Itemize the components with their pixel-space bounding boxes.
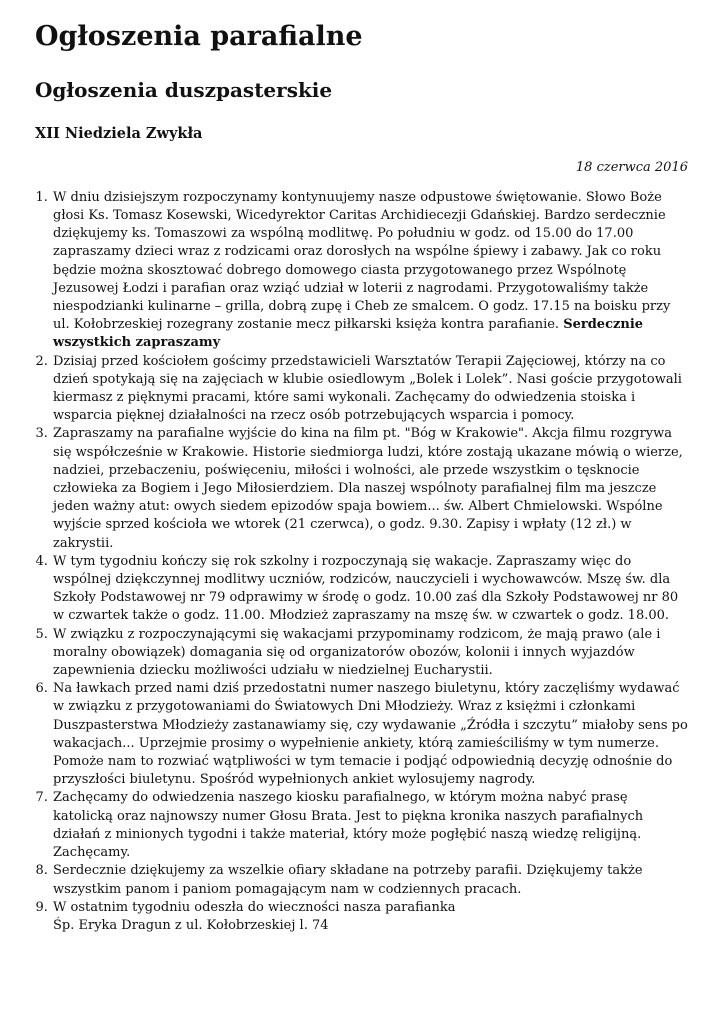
- list-item: [52, 353, 690, 426]
- sunday-title: XII Niedziela Zwykła: [35, 124, 203, 142]
- item-text: Na ławkach przed nami dziś przedostatni numer naszego biuletynu, który zaczęliśmy wydawać w związku z przygotowaniami do Światowych Dni Młodzieży. Wraz z księżmi i członkami Duszpasterstwa Młodzieży zastanawiamy się, czy wydawanie „Źródła i szczytu” miałoby sens po wakacjach... Uprzejmie prosimy o wypełnienie ankiety, którą zamieściliśmy w tym numerze. Pomoże nam to rozwiać wątpliwości w tym temacie i podjąć odpowiednią decyzję odnośnie do przyszłości biuletynu. Spośród wypełnionych ankiet wylosujemy nagrody.: [53, 681, 688, 788]
- section-title: Ogłoszenia duszpasterskie: [35, 77, 333, 102]
- item-text: W związku z rozpoczynającymi się wakacjami przypominamy rodzicom, że mają prawo (ale i moralny obowiązek) domagania się od organizatorów obozów, kolonii i innych wyjazdów zapewnienia dziecku możliwości udziału w niedzielnej Eucharystii.: [53, 626, 661, 679]
- item-text: W tym tygodniu kończy się rok szkolny i rozpoczynają się wakacje. Zapraszamy więc do wspólnej dziękczynnej modlitwy uczniów, rodziców, nauczycieli i wychowawców. Mszę św. dla Szkoły Podstawowej nr 79 odprawimy w środę o godz. 10.00 zaś dla Szkoły Podstawowej nr 80 w czwartek także o godz. 11.00. Młodzież zapraszamy na mszę św. w czwartek o godz. 18.00.: [53, 553, 679, 624]
- page-title: Ogłoszenia parafialne: [35, 21, 363, 52]
- list-item: [52, 189, 690, 353]
- list-item: [52, 862, 690, 898]
- list-item: [52, 899, 690, 935]
- item-text: Dzisiaj przed kościołem gościmy przedstawicieli Warsztatów Terapii Zajęciowej, którzy na co dzień spotykają się na zajęciach w klubie osiedlowym „Bolek i Lolek”. Nasi goście przygotowali kiermasz z pięknymi pracami, które sami wykonali. Zachęcamy do odwiedzenia stoiska i wsparcia pięknej działalności na rzecz osób potrzebujących wsparcia i pomocy.: [53, 353, 682, 424]
- list-item: [52, 553, 690, 626]
- item-text: W ostatnim tygodniu odeszła do wieczności nasza parafianka: [53, 899, 456, 915]
- item-text: Zapraszamy na parafialne wyjście do kina na film pt. "Bóg w Krakowie". Akcja filmu rozgrywa się współcześnie w Krakowie. Historie siedmiorga ludzi, które zostają ukazane mówią o wierze, nadziei, przebaczeniu, poświęceniu, miłości i wolności, ale przede wszystkim o tęsknocie człowieka za Bogiem i Jego Miłosierdziem. Dla naszej wspólnoty parafialnej film ma jeszcze jeden ważny atut: owych siedem epizodów spaja bowiem... św. Albert Chmielowski. Wspólne wyjście sprzed kościoła we wtorek (21 czerwca), o godz. 9.30. Zapisy i wpłaty (12 zł.) w zakrystii.: [53, 426, 683, 551]
- announcements-list: [35, 189, 690, 935]
- list-item: [52, 680, 690, 789]
- list-item: [52, 425, 690, 552]
- list-item: [52, 789, 690, 862]
- list-item: [52, 626, 690, 681]
- item-text: Zachęcamy do odwiedzenia naszego kiosku parafialnego, w którym można nabyć prasę katolicką oraz najnowszy numer Głosu Brata. Jest to piękna kronika naszych parafialnych działań z minionych tygodni i także materiał, który może pogłębić naszą wiedzę religijną. Zachęcamy.: [53, 790, 644, 861]
- announcement-date: 18 czerwca 2016: [575, 159, 688, 175]
- item-bold-text: Serdecznie wszystkich zapraszamy: [53, 317, 644, 351]
- item-text: W dniu dzisiejszym rozpoczynamy kontynuujemy nasze odpustowe świętowanie. Słowo Boże głosi Ks. Tomasz Kosewski, Wicedyrektor Caritas Archidiecezji Gdańskiej. Bardzo serdecznie dziękujemy ks. Tomaszowi za wspólną modlitwę. Po południu w godz. od 15.00 do 17.00 zapraszamy dzieci wraz z rodzicami oraz dorosłych na wspólne śpiewy i zabawy. Jak co roku będzie można skosztować dobrego domowego ciasta przygotowanego przez Wspólnotę Jezusowej Łodzi i parafian oraz wziąć udział w loterii z nagrodami. Przygotowaliśmy także niespodzianki kulinarne – grilla, dobrą zupę i Cheb ze smalcem. O godz. 17.15 na boisku przy ul. Kołobrzeskiej rozegrany zostanie mecz piłkarski księża kontra parafianie.: [53, 189, 671, 333]
- item-text: Serdecznie dziękujemy za wszelkie ofiary składane na potrzeby parafii. Dziękujemy także wszystkim panom i paniom pomagającym nam w codziennych pracach.: [53, 863, 643, 897]
- item-text-second-line: Śp. Eryka Dragun z ul. Kołobrzeskiej l. 74: [53, 917, 329, 933]
